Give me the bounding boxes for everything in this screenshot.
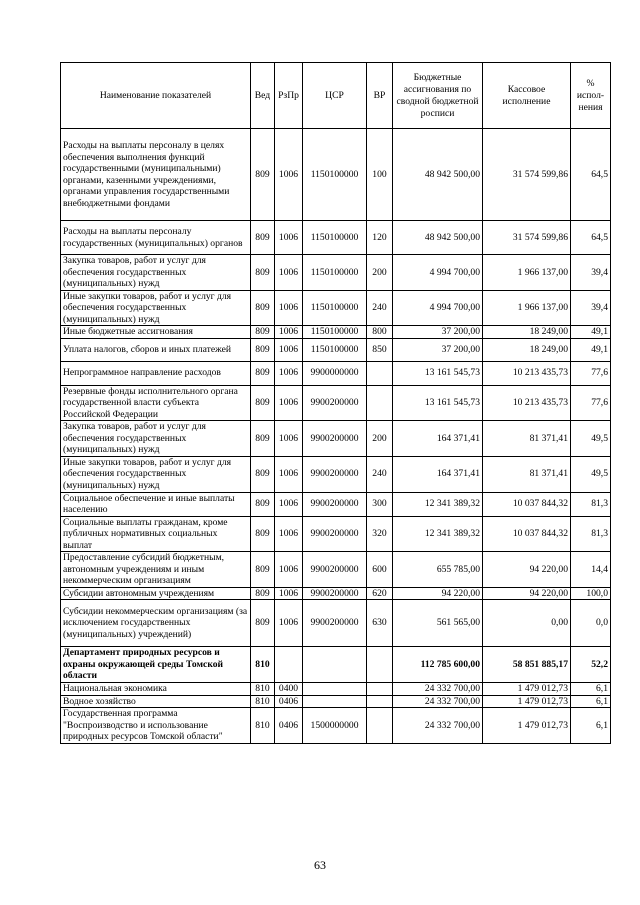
header-percent: % испол-нения: [571, 63, 611, 129]
cell-cash: 1 479 012,73: [483, 708, 571, 744]
cell-cash: 1 479 012,73: [483, 695, 571, 708]
cell-vr: [367, 695, 393, 708]
cell-ved: 809: [251, 421, 275, 457]
cell-rzpr: 1006: [275, 326, 303, 339]
cell-vr: 620: [367, 587, 393, 600]
cell-ved: 809: [251, 385, 275, 421]
cell-vr: 240: [367, 456, 393, 492]
cell-csr: [303, 683, 367, 696]
cell-csr: 1150100000: [303, 290, 367, 326]
cell-rzpr: 1006: [275, 421, 303, 457]
cell-csr: 9900200000: [303, 456, 367, 492]
cell-ved: 809: [251, 516, 275, 552]
table-row: [61, 492, 611, 516]
cell-name: Предоставление субсидий бюджетным, автономным учреждениям и иным некоммерческим организациям: [61, 552, 251, 588]
cell-csr: 1150100000: [303, 326, 367, 339]
cell-name: Уплата налогов, сборов и иных платежей: [61, 338, 251, 361]
cell-csr: 1150100000: [303, 255, 367, 291]
cell-csr: 9900200000: [303, 516, 367, 552]
cell-assign: 13 161 545,73: [393, 361, 483, 385]
cell-ved: 810: [251, 683, 275, 696]
cell-csr: 9900200000: [303, 492, 367, 516]
cell-name: Непрограммное направление расходов: [61, 361, 251, 385]
table-row: [61, 587, 611, 600]
cell-assign: 37 200,00: [393, 338, 483, 361]
cell-pct: 49,1: [571, 338, 611, 361]
table-row: [61, 361, 611, 385]
cell-pct: 14,4: [571, 552, 611, 588]
cell-csr: 9900200000: [303, 552, 367, 588]
cell-ved: 809: [251, 492, 275, 516]
cell-name: Государственная программа "Воспроизводство и использование природных ресурсов Томской области": [61, 708, 251, 744]
cell-csr: 1500000000: [303, 708, 367, 744]
cell-cash: 1 966 137,00: [483, 255, 571, 291]
cell-ved: 809: [251, 587, 275, 600]
cell-vr: 120: [367, 221, 393, 255]
cell-ved: 810: [251, 647, 275, 683]
cell-csr: [303, 695, 367, 708]
cell-assign: 12 341 389,32: [393, 492, 483, 516]
cell-cash: 10 213 435,73: [483, 385, 571, 421]
cell-cash: 1 479 012,73: [483, 683, 571, 696]
table-row: [61, 326, 611, 339]
cell-name: Закупка товаров, работ и услуг для обеспечения государственных (муниципальных) нужд: [61, 255, 251, 291]
cell-rzpr: 1006: [275, 129, 303, 221]
table-row: [61, 516, 611, 552]
cell-csr: 9900200000: [303, 600, 367, 647]
cell-ved: 809: [251, 290, 275, 326]
cell-vr: 630: [367, 600, 393, 647]
cell-rzpr: 0400: [275, 683, 303, 696]
cell-rzpr: 1006: [275, 492, 303, 516]
cell-csr: 9900200000: [303, 421, 367, 457]
cell-vr: 200: [367, 255, 393, 291]
cell-pct: 39,4: [571, 255, 611, 291]
table-row: [61, 647, 611, 683]
cell-pct: 49,1: [571, 326, 611, 339]
cell-vr: [367, 647, 393, 683]
cell-vr: [367, 683, 393, 696]
cell-rzpr: 1006: [275, 338, 303, 361]
cell-name: Субсидии некоммерческим организациям (за исключением государственных (муниципальных) учреждений): [61, 600, 251, 647]
cell-assign: 4 994 700,00: [393, 290, 483, 326]
cell-csr: 9900200000: [303, 587, 367, 600]
cell-cash: 10 037 844,32: [483, 516, 571, 552]
table-body: [61, 129, 611, 744]
cell-name: Иные бюджетные ассигнования: [61, 326, 251, 339]
cell-pct: 49,5: [571, 421, 611, 457]
cell-assign: 561 565,00: [393, 600, 483, 647]
cell-pct: 6,1: [571, 695, 611, 708]
cell-rzpr: 0406: [275, 708, 303, 744]
cell-ved: 809: [251, 456, 275, 492]
table-row: [61, 600, 611, 647]
cell-name: Закупка товаров, работ и услуг для обеспечения государственных (муниципальных) нужд: [61, 421, 251, 457]
cell-pct: 81,3: [571, 516, 611, 552]
cell-pct: 6,1: [571, 683, 611, 696]
table-row: [61, 338, 611, 361]
cell-csr: 9900000000: [303, 361, 367, 385]
cell-pct: 77,6: [571, 361, 611, 385]
cell-name: Расходы на выплаты персоналу в целях обеспечения выполнения функций государственными (муниципальными) органами, казенными учреждениями, органами управления государственными внебюджетными фондами: [61, 129, 251, 221]
cell-name: Расходы на выплаты персоналу государственных (муниципальных) органов: [61, 221, 251, 255]
cell-assign: 37 200,00: [393, 326, 483, 339]
cell-vr: [367, 385, 393, 421]
cell-csr: [303, 647, 367, 683]
cell-pct: 6,1: [571, 708, 611, 744]
cell-vr: 240: [367, 290, 393, 326]
cell-assign: 24 332 700,00: [393, 708, 483, 744]
cell-ved: 809: [251, 129, 275, 221]
cell-name: Социальные выплаты гражданам, кроме публичных нормативных социальных выплат: [61, 516, 251, 552]
cell-vr: [367, 708, 393, 744]
header-vr: ВР: [367, 63, 393, 129]
cell-assign: 48 942 500,00: [393, 221, 483, 255]
cell-rzpr: 1006: [275, 221, 303, 255]
cell-rzpr: 1006: [275, 385, 303, 421]
cell-rzpr: 0406: [275, 695, 303, 708]
cell-vr: 800: [367, 326, 393, 339]
cell-pct: 64,5: [571, 221, 611, 255]
cell-pct: 49,5: [571, 456, 611, 492]
cell-ved: 809: [251, 326, 275, 339]
cell-assign: 655 785,00: [393, 552, 483, 588]
cell-ved: 809: [251, 361, 275, 385]
cell-pct: 0,0: [571, 600, 611, 647]
cell-rzpr: 1006: [275, 600, 303, 647]
cell-ved: 809: [251, 255, 275, 291]
header-ved: Вед: [251, 63, 275, 129]
cell-assign: 164 371,41: [393, 421, 483, 457]
cell-name: Иные закупки товаров, работ и услуг для обеспечения государственных (муниципальных) нужд: [61, 290, 251, 326]
cell-assign: 24 332 700,00: [393, 683, 483, 696]
cell-assign: 48 942 500,00: [393, 129, 483, 221]
cell-csr: 1150100000: [303, 129, 367, 221]
cell-pct: 52,2: [571, 647, 611, 683]
cell-cash: 81 371,41: [483, 456, 571, 492]
cell-name: Резервные фонды исполнительного органа государственной власти субъекта Российской Федерации: [61, 385, 251, 421]
table-row: [61, 421, 611, 457]
header-assignments: Бюджетные ассигнования по сводной бюджетной росписи: [393, 63, 483, 129]
cell-cash: 94 220,00: [483, 587, 571, 600]
table-row: [61, 695, 611, 708]
cell-rzpr: 1006: [275, 587, 303, 600]
cell-csr: 1150100000: [303, 338, 367, 361]
table-row: [61, 129, 611, 221]
cell-cash: 31 574 599,86: [483, 129, 571, 221]
cell-assign: 24 332 700,00: [393, 695, 483, 708]
cell-assign: 164 371,41: [393, 456, 483, 492]
cell-name: Иные закупки товаров, работ и услуг для обеспечения государственных (муниципальных) нужд: [61, 456, 251, 492]
cell-csr: 1150100000: [303, 221, 367, 255]
cell-rzpr: 1006: [275, 456, 303, 492]
cell-name: Департамент природных ресурсов и охраны окружающей среды Томской области: [61, 647, 251, 683]
cell-name: Водное хозяйство: [61, 695, 251, 708]
cell-pct: 100,0: [571, 587, 611, 600]
table-row: [61, 385, 611, 421]
cell-ved: 809: [251, 338, 275, 361]
cell-pct: 39,4: [571, 290, 611, 326]
cell-ved: 810: [251, 708, 275, 744]
cell-ved: 809: [251, 221, 275, 255]
header-csr: ЦСР: [303, 63, 367, 129]
cell-assign: 12 341 389,32: [393, 516, 483, 552]
cell-name: Субсидии автономным учреждениям: [61, 587, 251, 600]
cell-ved: 809: [251, 600, 275, 647]
cell-rzpr: 1006: [275, 552, 303, 588]
table-row: [61, 255, 611, 291]
cell-assign: 94 220,00: [393, 587, 483, 600]
cell-vr: 600: [367, 552, 393, 588]
cell-pct: 77,6: [571, 385, 611, 421]
cell-cash: 58 851 885,17: [483, 647, 571, 683]
cell-cash: 94 220,00: [483, 552, 571, 588]
cell-name: Социальное обеспечение и иные выплаты населению: [61, 492, 251, 516]
cell-vr: 200: [367, 421, 393, 457]
header-cash-execution: Кассовое исполнение: [483, 63, 571, 129]
cell-cash: 0,00: [483, 600, 571, 647]
cell-cash: 10 213 435,73: [483, 361, 571, 385]
cell-csr: 9900200000: [303, 385, 367, 421]
cell-rzpr: 1006: [275, 255, 303, 291]
cell-assign: 112 785 600,00: [393, 647, 483, 683]
cell-cash: 18 249,00: [483, 326, 571, 339]
cell-vr: 850: [367, 338, 393, 361]
cell-pct: 81,3: [571, 492, 611, 516]
table-row: [61, 683, 611, 696]
cell-vr: 300: [367, 492, 393, 516]
cell-vr: [367, 361, 393, 385]
cell-cash: 18 249,00: [483, 338, 571, 361]
table-row: [61, 456, 611, 492]
cell-rzpr: 1006: [275, 361, 303, 385]
cell-cash: 1 966 137,00: [483, 290, 571, 326]
table-row: [61, 708, 611, 744]
cell-ved: 810: [251, 695, 275, 708]
cell-cash: 10 037 844,32: [483, 492, 571, 516]
cell-rzpr: 1006: [275, 290, 303, 326]
cell-cash: 81 371,41: [483, 421, 571, 457]
cell-pct: 64,5: [571, 129, 611, 221]
table-row: [61, 221, 611, 255]
table-header-row: [61, 63, 611, 129]
header-rzpr: РзПр: [275, 63, 303, 129]
cell-name: Национальная экономика: [61, 683, 251, 696]
cell-cash: 31 574 599,86: [483, 221, 571, 255]
cell-ved: 809: [251, 552, 275, 588]
budget-table: [60, 62, 611, 744]
cell-vr: 100: [367, 129, 393, 221]
table-row: [61, 552, 611, 588]
cell-rzpr: [275, 647, 303, 683]
cell-assign: 13 161 545,73: [393, 385, 483, 421]
cell-rzpr: 1006: [275, 516, 303, 552]
page-number: 63: [314, 858, 326, 872]
header-name: Наименование показателей: [61, 63, 251, 129]
table-row: [61, 290, 611, 326]
cell-assign: 4 994 700,00: [393, 255, 483, 291]
cell-vr: 320: [367, 516, 393, 552]
